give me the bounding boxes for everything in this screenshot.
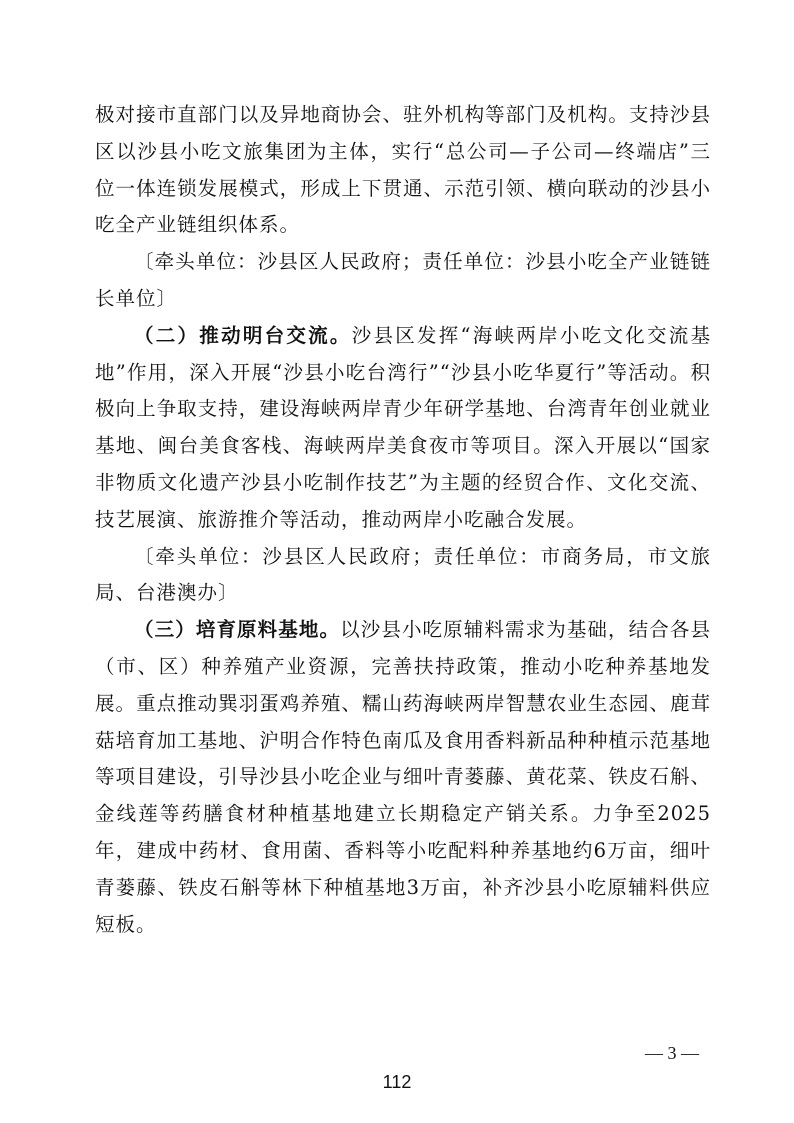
- paragraph-text: 〔牵头单位：沙县区人民政府；责任单位：沙县小吃全产业链链长单位〕: [95, 250, 711, 310]
- paragraph-section-2: [95, 318, 711, 539]
- paragraph-text: 沙县区发挥“海峡两岸小吃文化交流基地”作用，深入开展“沙县小吃台湾行”“沙县小吃华夏行”等活动。积极向上争取支持，建设海峡两岸青少年研学基地、台湾青年创业就业基地、闽台美食客栈、海峡两岸美食夜市等项目。深入开展以“国家非物质文化遗产沙县小吃制作技艺”为主题的经贸合作、文化交流、技艺展演、旅游推介等活动，推动两岸小吃融合发展。: [95, 323, 711, 531]
- paragraph-text: 极对接市直部门以及异地商协会、驻外机构等部门及机构。支持沙县区以沙县小吃文旅集团为主体，实行“总公司—子公司—终端店”三位一体连锁发展模式，形成上下贯通、示范引领、横向联动的沙县小吃全产业链组织体系。: [95, 103, 711, 237]
- paragraph-section-3: [95, 612, 711, 943]
- paragraph-text: 〔牵头单位：沙县区人民政府；责任单位：市商务局，市文旅局、台港澳办〕: [95, 544, 711, 605]
- document-page-number: 112: [382, 1072, 412, 1092]
- paragraph-responsibility: [95, 244, 711, 318]
- paragraph-text: 以沙县小吃原辅料需求为基础，结合各县（市、区）种养殖产业资源，完善扶持政策，推动小吃种养基地发展。重点推动巽羽蛋鸡养殖、糯山药海峡两岸智慧农业生态园、鹿茸菇培育加工基地、沪明合作特色南瓜及食用香料新品种种植示范基地等项目建设，引导沙县小吃企业与细叶青蒌藤、黄花菜、铁皮石斛、金线莲等药膳食材种植基地建立长期稳定产销关系。力争至2025年，建成中药材、食用菌、香料等小吃配料种养基地约6万亩，细叶青蒌藤、铁皮石斛等林下种植基地3万亩，补齐沙县小吃原辅料供应短板。: [95, 618, 711, 936]
- paragraph: [95, 97, 711, 244]
- section-heading: （三）培育原料基地。: [134, 618, 341, 642]
- paragraph-responsibility: [95, 539, 711, 613]
- section-heading: （二）推动明台交流。: [134, 323, 352, 347]
- page-number: — 3 —: [645, 1043, 699, 1063]
- document-body: [95, 97, 711, 943]
